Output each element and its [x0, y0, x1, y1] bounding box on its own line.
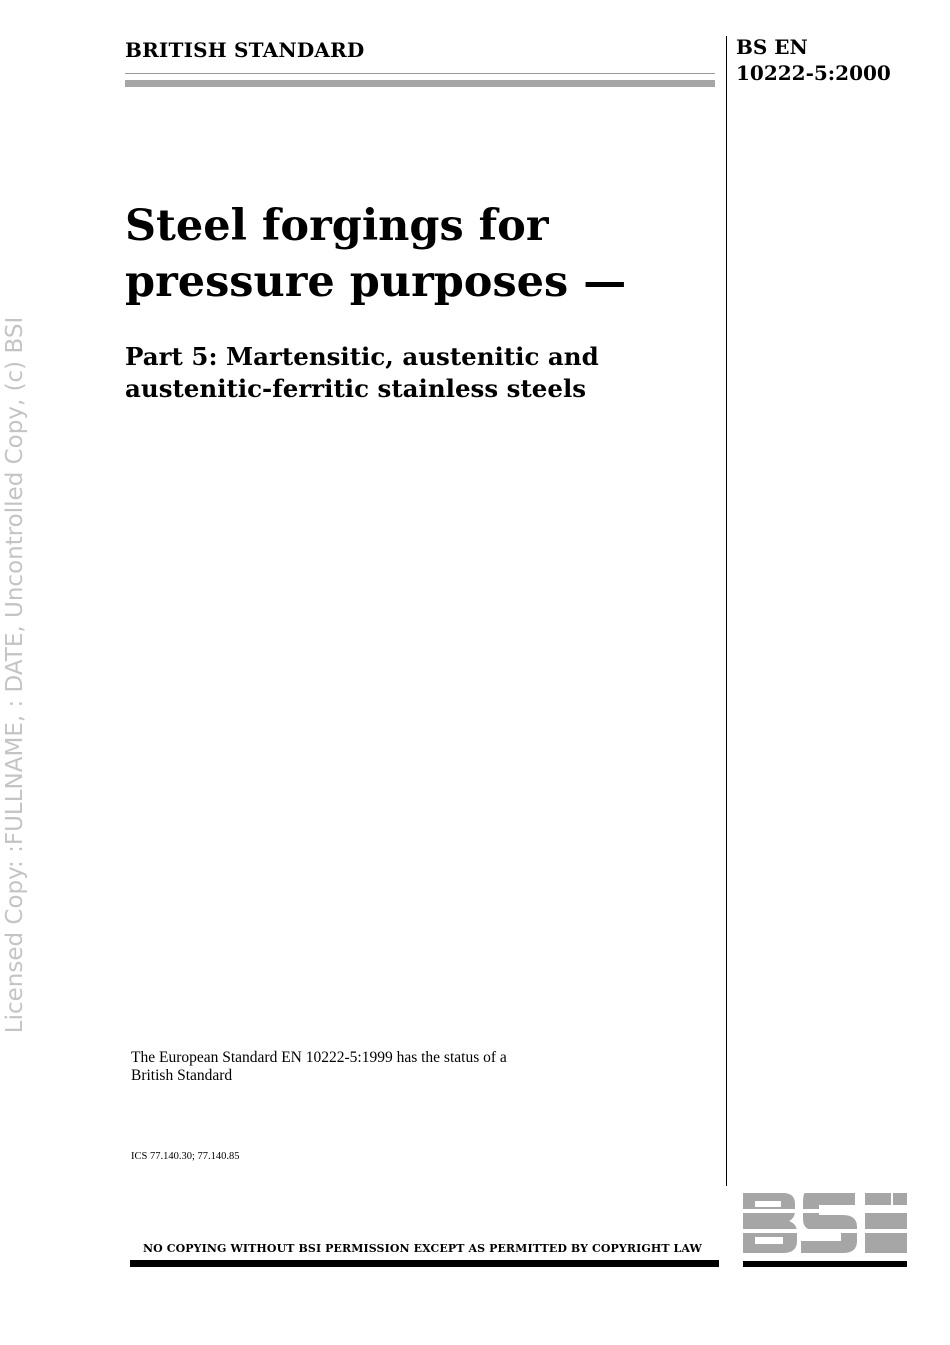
watermark: Licensed Copy: :FULLNAME, : DATE, Uncontrolled Copy, (c) BSI [2, 316, 28, 1034]
status-note-line1: The European Standard EN 10222-5:1999 has the status of a [131, 1049, 507, 1066]
title-line1: Steel forgings for [125, 201, 549, 251]
standard-type-label: BRITISH STANDARD [125, 38, 365, 62]
copyright-notice: NO COPYING WITHOUT BSI PERMISSION EXCEPT AS PERMITTED BY COPYRIGHT LAW [143, 1242, 702, 1255]
title-line2: pressure purposes — [125, 257, 627, 307]
footer-rule-left [130, 1260, 719, 1267]
bsi-logo [743, 1193, 908, 1253]
status-note [131, 1049, 571, 1085]
document-subtitle [125, 341, 715, 405]
ics-codes: ICS 77.140.30; 77.140.85 [131, 1151, 240, 1162]
document-number-line2: 10222-5:2000 [736, 61, 891, 85]
subtitle-line1: Part 5: Martensitic, austenitic and [125, 342, 599, 371]
document-number-line1: BS EN [736, 35, 808, 59]
subtitle-line2: austenitic-ferritic stainless steels [125, 374, 587, 403]
document-title [125, 198, 715, 310]
status-note-line2: British Standard [131, 1067, 233, 1084]
footer-rule-right [743, 1261, 907, 1267]
vertical-divider [726, 36, 727, 1186]
header-thick-rule [125, 80, 715, 87]
header-thin-rule [125, 73, 715, 74]
